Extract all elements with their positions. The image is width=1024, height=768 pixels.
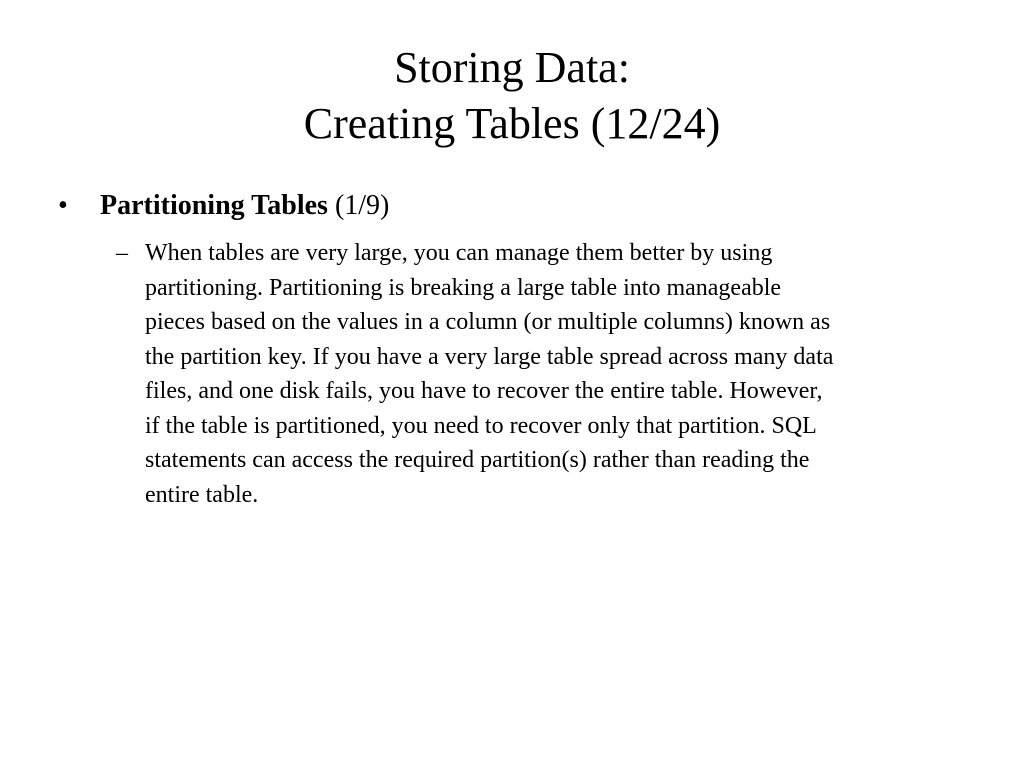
paragraph-line: the partition key. If you have a very large table spread across many data <box>145 343 834 370</box>
bullet-heading: Partitioning Tables <box>100 190 328 221</box>
sub-bullet-paragraph <box>145 236 975 512</box>
slide-title-line-1: Storing Data: <box>394 43 630 92</box>
paragraph-line: When tables are very large, you can manage them better by using <box>145 240 773 266</box>
bullet-marker: • <box>58 190 68 221</box>
paragraph-line: if the table is partitioned, you need to recover only that partition. SQL <box>145 412 817 439</box>
bullet-text <box>100 188 389 224</box>
slide-title-line-2: Creating Tables (12/24) <box>303 99 721 148</box>
paragraph-line: partitioning. Partitioning is breaking a large table into manageable <box>145 274 782 301</box>
paragraph-line: pieces based on the values in a column (or multiple columns) known as <box>145 309 831 335</box>
bullet-suffix: (1/9) <box>327 190 390 221</box>
slide-title <box>0 40 1024 152</box>
paragraph-line: entire table. <box>145 481 259 508</box>
paragraph-line: files, and one disk fails, you have to recover the entire table. However, <box>145 378 823 404</box>
paragraph-line: statements can access the required partition(s) rather than reading the <box>145 447 810 473</box>
sub-bullet-marker: – <box>116 240 128 266</box>
